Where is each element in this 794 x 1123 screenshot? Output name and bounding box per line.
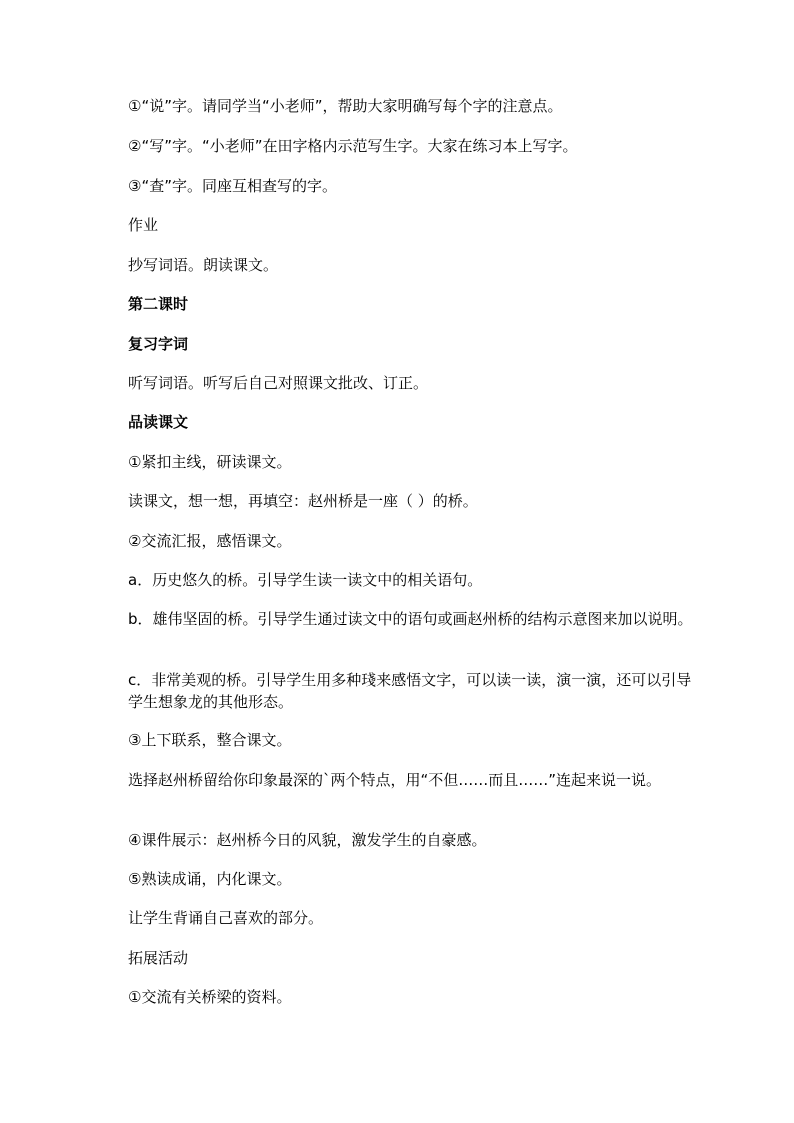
paragraph-memorize: 让学生背诵自己喜欢的部分。 [128, 909, 324, 927]
paragraph-main-thread: ①紧扣主线，研读课文。 [128, 453, 292, 471]
heading-homework: 作业 [128, 216, 159, 234]
heading-read-text: 品读课文 [128, 413, 189, 431]
paragraph-exchange-report: ②交流汇报，感悟课文。 [128, 532, 292, 550]
paragraph-write-character: ②“写”字。“小老师”在田字格内示范写生字。大家在练习本上写字。 [128, 137, 578, 155]
heading-second-lesson: 第二课时 [128, 295, 189, 313]
heading-extension: 拓展活动 [128, 949, 189, 967]
paragraph-homework: 抄写词语。朗读课文。 [128, 256, 279, 274]
paragraph-fill-blank: 读课文，想一想，再填空：赵州桥是一座（ ）的桥。 [128, 492, 478, 510]
paragraph-integrate: ③上下联系，整合课文。 [128, 731, 292, 749]
paragraph-item-b: b．雄伟坚固的桥。引导学生通过读文中的语句或画赵州桥的结构示意图来加以说明。 [128, 610, 693, 628]
heading-review-words: 复习字词 [128, 335, 189, 353]
paragraph-item-c: c．非常美观的桥。引导学生用多种琖来感悟文字，可以读一读，演一演，还可以引导学生想象龙的其他形态。 [128, 671, 692, 711]
paragraph-two-features: 选择赵州桥留给你印象最深的`两个特点，用“不但……而且……”连起来说一说。 [128, 771, 662, 789]
paragraph-say-character: ①“说”字。请同学当“小老师”，帮助大家明确写每个字的注意点。 [128, 97, 563, 115]
paragraph-item-a: a．历史悠久的桥。引导学生读一读文中的相关语句。 [128, 571, 483, 589]
paragraph-check-character: ③“查”字。同座互相查写的字。 [128, 177, 337, 195]
paragraph-dictation: 听写词语。听写后自己对照课文批改、订正。 [128, 374, 429, 392]
paragraph-recite: ⑤熟读成诵，内化课文。 [128, 870, 292, 888]
paragraph-courseware: ④课件展示：赵州桥今日的风貌，激发学生的自豪感。 [128, 831, 487, 849]
paragraph-bridge-materials: ①交流有关桥梁的资料。 [128, 988, 292, 1006]
